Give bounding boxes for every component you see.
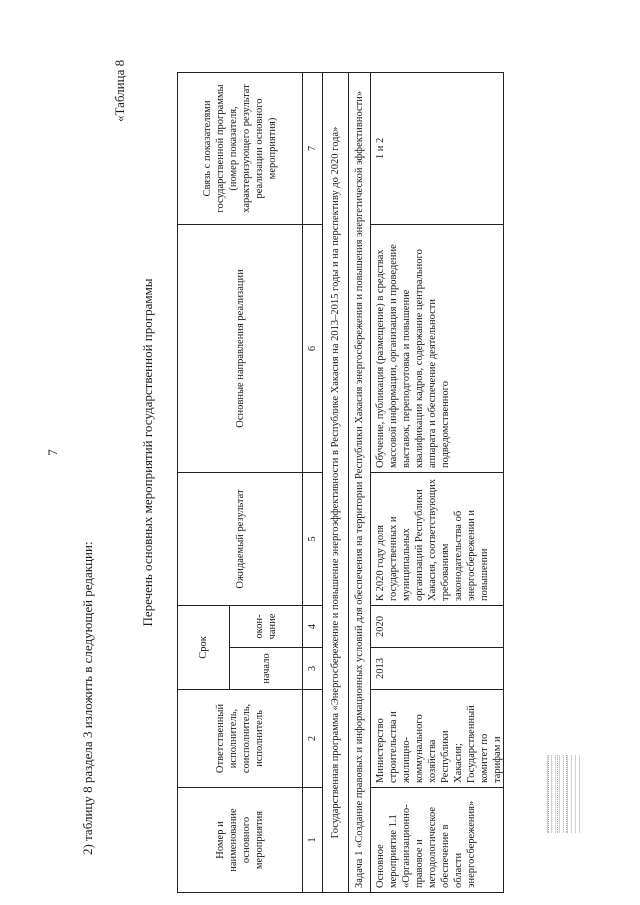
intro-text: 2) таблицу 8 раздела 3 изложить в следующей редакции: [80,541,95,855]
col-header-result: Ожидаемый результат [178,472,303,605]
col-header-end: окон- чание [230,605,303,647]
header-row [178,72,230,892]
col-num-5: 5 [303,472,323,605]
row1-result: К 2020 году доля государственных и муниципальных организаций Республики Хакасия, соответствующих требованиям законодательства об энергосбережении и повышении [371,472,504,605]
activities-table [177,72,504,893]
col-num-7: 7 [303,72,323,224]
col-num-2: 2 [303,690,323,788]
col-num-6: 6 [303,224,323,472]
column-number-row [303,72,323,892]
col-num-1: 1 [303,788,323,893]
stamp-image [546,755,580,833]
col-header-executor: Ответственный исполнитель, соисполнитель, исполнитель [178,690,303,788]
col-header-name: Номер и наименование основного мероприятия [178,788,303,893]
col-header-start: начало [230,648,303,690]
row1-directions: Обучение, публикация (размещение) в средствах массовой информации, организация и проведение выставок, переподготовка и повышение квалификации кадров, содержание центрального аппарата и обеспечение деятельности подведомственного [371,224,504,472]
table-caption: «Таблица 8 [112,59,127,122]
col-num-4: 4 [303,605,323,647]
row1-end: 2020 [371,605,504,647]
task-row [349,72,371,892]
col-num-3: 3 [303,648,323,690]
program-title: Государственная программа «Энергосбережение и повышение энергоэффективности в Республике Хакасия на 2013–2015 годы и на перспективу до 2020 года» [323,72,349,892]
row1-name: Основное мероприятие 1.1 «Организационно-правовое и методологическое обеспечение в области энергосбережения» [371,788,504,893]
program-row [323,72,349,892]
col-header-term: Срок [178,605,230,689]
page-number: 7 [45,449,60,456]
row1-link: 1 и 2 [371,72,504,224]
col-header-link: Связь с показателями государственной программы (номер показателя, характеризующего результат реализации основного мероприятия) [178,72,303,224]
table-row [371,72,504,892]
row1-start: 2013 [371,648,504,690]
task-title: Задача 1 «Создание правовых и информационных условий для обеспечения на территории Республики Хакасия энергосбережения и повышения энергетической эффективности» [349,72,371,892]
table-title: Перечень основных мероприятий государственной программы [140,278,155,627]
row1-executor: Министерство строительства и жилищно-коммунального хозяйства Республики Хакасия; Государственный комитет по тарифам и [371,690,504,788]
col-header-directions: Основные направления реализации [178,224,303,472]
